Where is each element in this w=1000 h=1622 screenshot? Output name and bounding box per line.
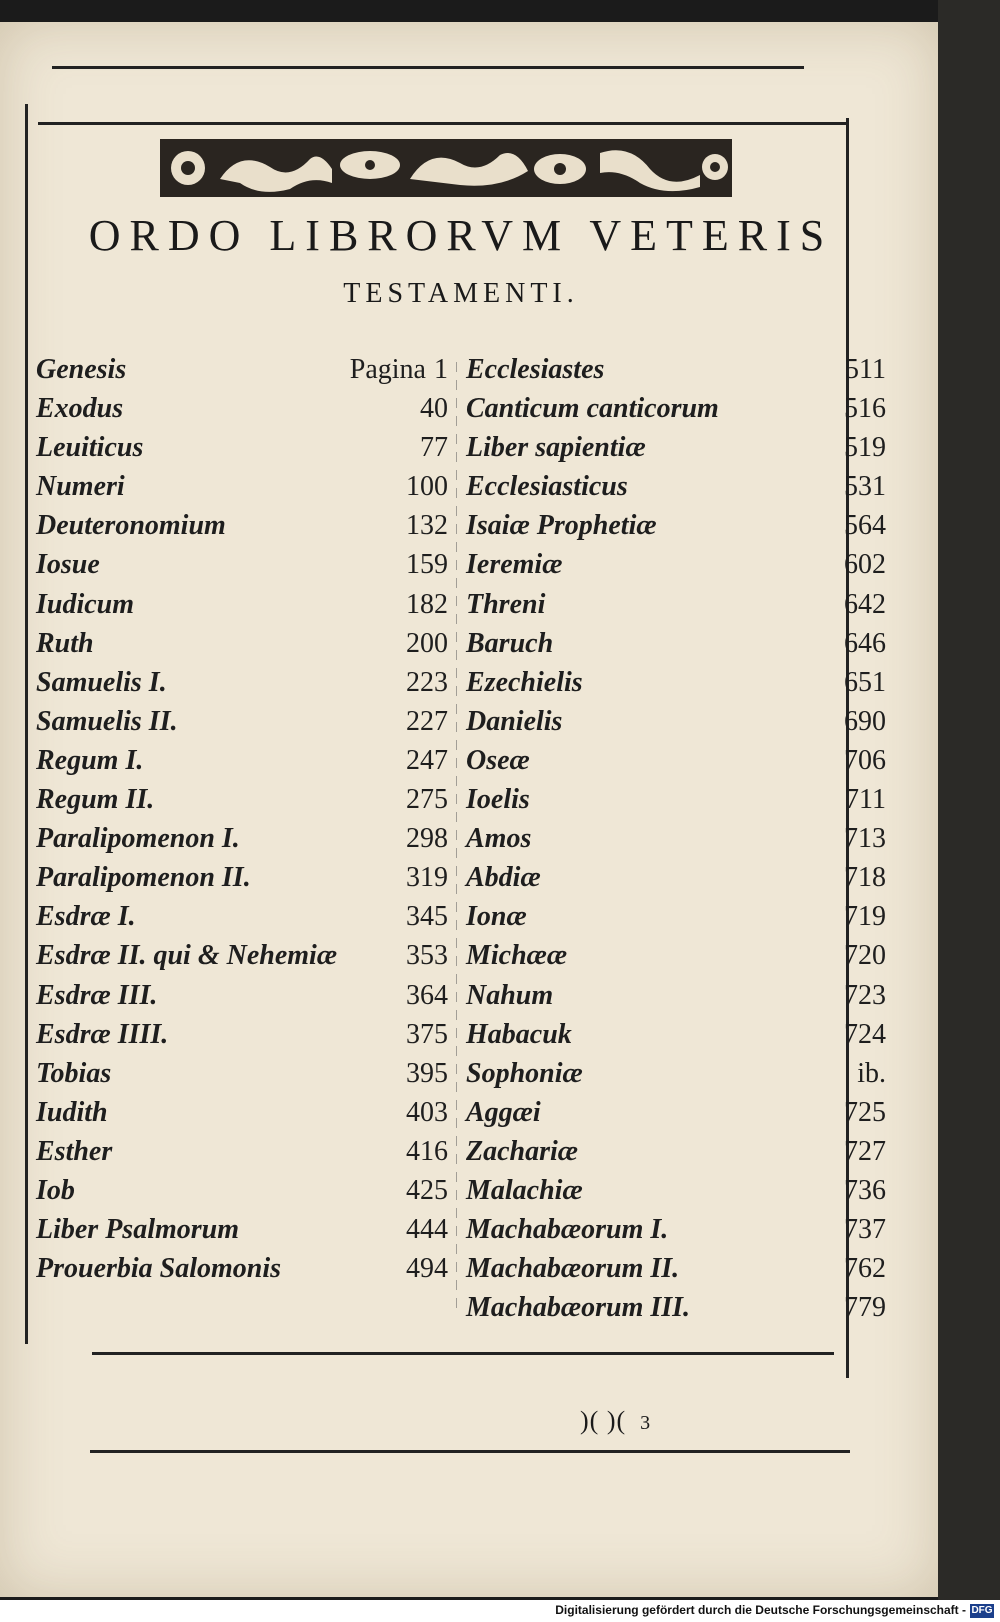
- book-entry: [466, 702, 886, 741]
- book-entry: [36, 350, 448, 389]
- book-name: Oseæ: [466, 744, 530, 776]
- book-entry: [466, 389, 886, 428]
- book-entry: [36, 467, 448, 506]
- book-name: Michææ: [466, 940, 568, 972]
- book-entry: [466, 858, 886, 897]
- page-ref: ib.: [857, 1057, 886, 1089]
- book-name: Paralipomenon I.: [36, 823, 240, 855]
- book-entry: [466, 506, 886, 545]
- page-ref: 511: [845, 354, 886, 385]
- book-name: Deuteronomium: [36, 510, 226, 542]
- book-entry: [36, 1171, 448, 1210]
- book-entry: [36, 663, 448, 702]
- book-entry: [466, 1093, 886, 1132]
- book-entry: [36, 858, 448, 897]
- signature-symbol: )( )(: [580, 1406, 627, 1435]
- book-name: Machabæorum II.: [466, 1253, 680, 1285]
- book-name: Esther: [36, 1135, 113, 1167]
- page-ref: 642: [844, 588, 886, 620]
- book-name: Ieremiæ: [466, 549, 563, 581]
- book-entry: [466, 545, 886, 584]
- page-ref: 375: [406, 1018, 448, 1050]
- book-name: Regum II.: [36, 784, 155, 816]
- book-entry: [466, 428, 886, 467]
- pagina-label: Pagina: [349, 354, 426, 385]
- page-ref: 319: [406, 862, 448, 894]
- book-entry: [466, 1210, 886, 1249]
- footer-bar: [0, 1600, 1000, 1622]
- book-name: Esdræ I.: [36, 901, 136, 933]
- page-ref: 416: [406, 1135, 448, 1167]
- book-entry: [36, 741, 448, 780]
- page-ref: 737: [844, 1214, 886, 1246]
- page-subtitle: TESTAMENTI.: [343, 278, 579, 309]
- page-ref: 353: [406, 940, 448, 972]
- book-name: Prouerbia Salomonis: [36, 1253, 282, 1285]
- book-entry: [36, 428, 448, 467]
- book-name: Threni: [466, 588, 546, 620]
- page-ref: 77: [420, 432, 448, 464]
- page-ref: 275: [406, 784, 448, 816]
- frame-top-rule: [38, 122, 848, 125]
- page-ref: 711: [845, 784, 886, 816]
- book-entry: [466, 1015, 886, 1054]
- book-entry: [36, 585, 448, 624]
- page-ref: 725: [844, 1096, 886, 1128]
- page-ref: 724: [844, 1018, 886, 1050]
- book-name: Sophoniæ: [466, 1057, 583, 1089]
- book-entry: [466, 1054, 886, 1093]
- page-ref: 159: [406, 549, 448, 581]
- page-ref: 723: [844, 979, 886, 1011]
- book-name: Iosue: [36, 549, 100, 581]
- book-entry: [466, 897, 886, 936]
- book-name: Numeri: [36, 471, 125, 503]
- page-ref: 1: [434, 354, 448, 385]
- page-ref: 736: [844, 1174, 886, 1206]
- book-name: Esdræ II. qui & Nehemiæ: [36, 940, 338, 972]
- book-entry: [36, 780, 448, 819]
- book-name: Ezechielis: [466, 666, 583, 698]
- page-ref: 247: [406, 744, 448, 776]
- page-ref: 425: [406, 1174, 448, 1206]
- book-name: Baruch: [466, 627, 554, 659]
- page-ref: 494: [406, 1253, 448, 1285]
- book-name: Abdiæ: [466, 862, 541, 894]
- book-name: Amos: [466, 823, 532, 855]
- book-page: [0, 22, 938, 1597]
- book-entry: [466, 624, 886, 663]
- page-ref: 444: [406, 1214, 448, 1246]
- page-ref: 706: [844, 744, 886, 776]
- page-ref: 727: [844, 1135, 886, 1167]
- book-name: Machabæorum I.: [466, 1214, 669, 1246]
- book-entry: [36, 1054, 448, 1093]
- book-entry: [36, 819, 448, 858]
- book-list-left: [36, 350, 448, 1288]
- column-divider: [456, 362, 457, 1312]
- book-entry: [466, 741, 886, 780]
- book-entry: [36, 389, 448, 428]
- book-entry: [36, 936, 448, 975]
- book-name: Machabæorum III.: [466, 1292, 691, 1324]
- page-ref: 719: [844, 901, 886, 933]
- page-ref: 200: [406, 627, 448, 659]
- page-ref: 345: [406, 901, 448, 933]
- page-ref: 720: [844, 940, 886, 972]
- book-entry: [466, 1249, 886, 1288]
- page-ref: 779: [844, 1292, 886, 1324]
- book-name: Iudith: [36, 1096, 108, 1128]
- book-edge: [938, 0, 1000, 1600]
- page-ref: 690: [844, 705, 886, 737]
- book-name: Zachariæ: [466, 1135, 578, 1167]
- book-name: Aggæi: [466, 1096, 541, 1128]
- book-name: Regum I.: [36, 744, 144, 776]
- book-entry: [466, 663, 886, 702]
- page-ref: 182: [406, 588, 448, 620]
- book-name: Samuelis II.: [36, 705, 178, 737]
- page-ref: 531: [844, 471, 886, 503]
- book-entry: [36, 1210, 448, 1249]
- book-entry: [36, 1093, 448, 1132]
- book-name: Tobias: [36, 1057, 112, 1089]
- bottom-rule-lower: [90, 1450, 850, 1453]
- book-entry: [466, 350, 886, 389]
- book-name: Paralipomenon II.: [36, 862, 251, 894]
- top-rule: [52, 66, 804, 69]
- book-name: Malachiæ: [466, 1174, 583, 1206]
- book-name: Liber sapientiæ: [466, 432, 646, 464]
- book-entry: [36, 1249, 448, 1288]
- page-ref: 651: [844, 666, 886, 698]
- book-entry: [36, 506, 448, 545]
- book-name: Esdræ IIII.: [36, 1018, 169, 1050]
- page-ref: 762: [844, 1253, 886, 1285]
- bottom-rule-upper: [92, 1352, 834, 1355]
- page-ref: 395: [406, 1057, 448, 1089]
- floral-ornament-icon: [160, 139, 732, 197]
- page-ref: 227: [406, 705, 448, 737]
- book-name: Isaiæ Prophetiæ: [466, 510, 657, 542]
- book-entry: [36, 897, 448, 936]
- book-entry: [466, 1171, 886, 1210]
- book-name: Iudicum: [36, 588, 135, 620]
- book-name: Genesis: [36, 354, 127, 385]
- book-entry: [466, 585, 886, 624]
- page-ref: 602: [844, 549, 886, 581]
- book-name: Ioelis: [466, 784, 530, 816]
- page-ref: 40: [420, 393, 448, 425]
- book-name: Esdræ III.: [36, 979, 158, 1011]
- frame-left-rule: [25, 104, 28, 1344]
- book-entry: [36, 1015, 448, 1054]
- book-name: Liber Psalmorum: [36, 1214, 240, 1246]
- page-ref: 298: [406, 823, 448, 855]
- book-name: Ionæ: [466, 901, 527, 933]
- book-entry: [36, 976, 448, 1015]
- book-entry: [466, 819, 886, 858]
- book-name: Leuiticus: [36, 432, 144, 464]
- page-ref: 713: [844, 823, 886, 855]
- book-name: Nahum: [466, 979, 554, 1011]
- book-entry: [36, 624, 448, 663]
- book-name: Danielis: [466, 705, 563, 737]
- page-title: ORDO LIBRORVM VETERIS: [88, 211, 834, 260]
- book-entry: [36, 1132, 448, 1171]
- book-entry: [466, 1288, 886, 1327]
- page-ref: 364: [406, 979, 448, 1011]
- page-ref: 403: [406, 1096, 448, 1128]
- dfg-logo: DFG: [971, 1605, 993, 1616]
- book-name: Canticum canticorum: [466, 393, 719, 425]
- book-entry: [36, 702, 448, 741]
- book-name: Samuelis I.: [36, 666, 167, 698]
- page-ref: 519: [844, 432, 886, 464]
- book-name: Ecclesiasticus: [466, 471, 628, 503]
- book-name: Iob: [36, 1174, 75, 1206]
- book-entry: [466, 936, 886, 975]
- page-ref: 223: [406, 666, 448, 698]
- signature-mark: [580, 1406, 651, 1436]
- page-ref: 132: [406, 510, 448, 542]
- footer-credit: Digitalisierung gefördert durch die Deutsche Forschungsgemeinschaft -: [555, 1603, 966, 1617]
- page-ref: 564: [844, 510, 886, 542]
- book-name: Habacuk: [466, 1018, 572, 1050]
- book-list-right: [466, 350, 886, 1327]
- page-ref: 718: [844, 862, 886, 894]
- book-entry: [466, 976, 886, 1015]
- book-name: Ruth: [36, 627, 94, 659]
- book-name: Ecclesiastes: [466, 354, 605, 385]
- book-entry: [466, 467, 886, 506]
- book-entry: [36, 545, 448, 584]
- page-ref: 100: [406, 471, 448, 503]
- book-entry: [466, 1132, 886, 1171]
- book-name: Exodus: [36, 393, 124, 425]
- page-ref: 646: [844, 627, 886, 659]
- page-ref: 516: [844, 393, 886, 425]
- page-number: 3: [640, 1412, 652, 1434]
- book-entry: [466, 780, 886, 819]
